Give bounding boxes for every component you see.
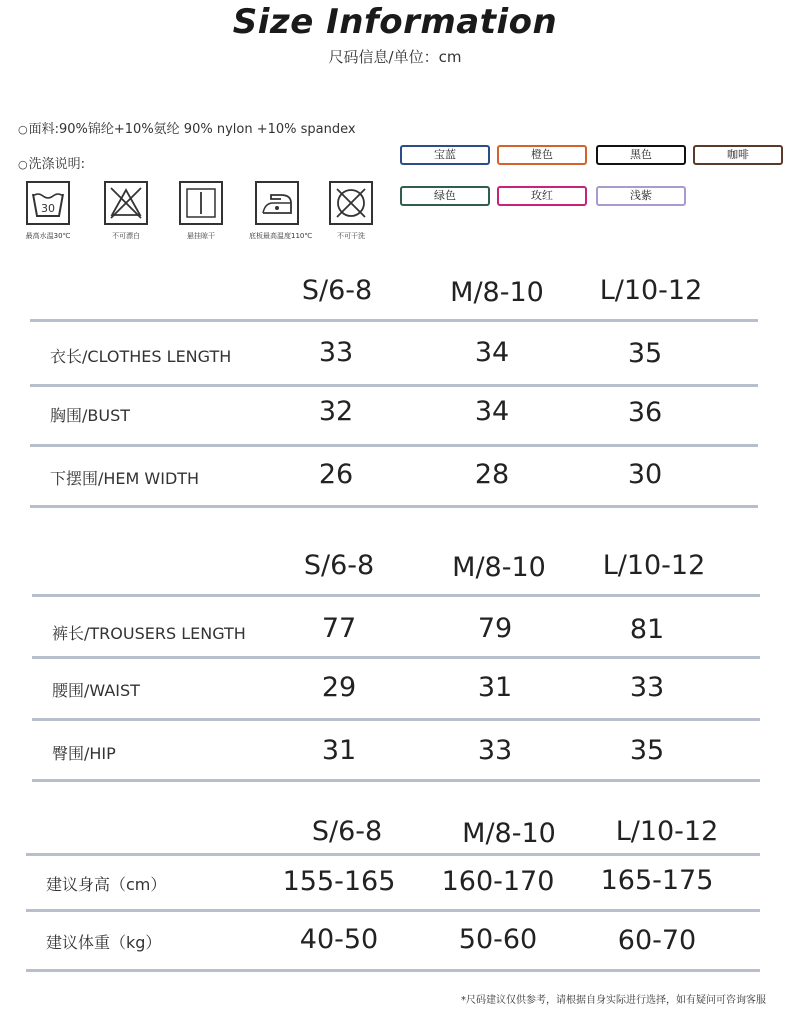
row-value: 165-175 bbox=[600, 865, 714, 896]
row-value: 30 bbox=[627, 459, 663, 490]
row-value: 33 bbox=[629, 672, 665, 703]
size-header: S/6-8 bbox=[303, 550, 375, 581]
row-value: 29 bbox=[321, 672, 357, 703]
wash-symbol bbox=[20, 181, 76, 241]
row-value: 77 bbox=[321, 613, 357, 644]
wash-symbol bbox=[249, 181, 313, 241]
page-title: Size Information bbox=[232, 2, 558, 42]
no-dry-clean-icon bbox=[329, 181, 373, 225]
size-header: L/10-12 bbox=[599, 275, 703, 306]
color-swatch[interactable]: 浅紫 bbox=[596, 186, 686, 206]
size-header: M/8-10 bbox=[452, 552, 546, 583]
divider bbox=[26, 853, 760, 856]
wash-30-icon bbox=[26, 181, 70, 225]
divider bbox=[32, 779, 760, 782]
row-value: 160-170 bbox=[441, 866, 555, 897]
row-label: 下摆围/HEM WIDTH bbox=[50, 469, 200, 488]
row-label: 腰围/WAIST bbox=[52, 681, 140, 700]
iron-caption: 底板最高温度110℃ bbox=[249, 232, 313, 240]
row-value: 79 bbox=[477, 613, 513, 644]
iron-110-icon bbox=[255, 181, 299, 225]
row-value: 35 bbox=[627, 338, 663, 369]
row-value: 33 bbox=[477, 735, 513, 766]
divider bbox=[32, 656, 760, 659]
row-value: 34 bbox=[474, 396, 510, 427]
row-value: 50-60 bbox=[458, 924, 538, 955]
no-dry-clean-caption: 不可干洗 bbox=[337, 232, 365, 240]
row-value: 28 bbox=[474, 459, 510, 490]
wash-symbol bbox=[323, 181, 379, 241]
row-value: 36 bbox=[627, 397, 663, 428]
hang-dry-icon bbox=[179, 181, 223, 225]
fabric-info bbox=[18, 118, 356, 137]
divider bbox=[30, 444, 758, 447]
size-header: M/8-10 bbox=[462, 818, 556, 849]
bullet-icon: ○ bbox=[18, 123, 28, 136]
no-bleach-caption: 不可漂白 bbox=[112, 232, 140, 240]
divider bbox=[32, 594, 760, 597]
color-swatch[interactable]: 玫红 bbox=[497, 186, 587, 206]
row-value: 31 bbox=[477, 672, 513, 703]
fabric-text: 面料:90%锦纶+10%氨纶 90% nylon +10% spandex bbox=[28, 122, 356, 137]
bullet-icon: ○ bbox=[18, 158, 28, 171]
wash-symbol bbox=[98, 181, 154, 241]
wash-caption: 最高水温30℃ bbox=[25, 232, 71, 240]
divider bbox=[26, 969, 760, 972]
row-label: 胸围/BUST bbox=[50, 406, 131, 425]
divider bbox=[32, 718, 760, 721]
washing-label: 洗涤说明: bbox=[28, 157, 85, 172]
divider bbox=[30, 319, 758, 322]
size-header: S/6-8 bbox=[311, 816, 383, 847]
row-label: 建议体重（kg） bbox=[46, 933, 162, 952]
row-label: 衣长/CLOTHES LENGTH bbox=[50, 347, 232, 366]
no-bleach-icon bbox=[104, 181, 148, 225]
size-header: L/10-12 bbox=[615, 816, 719, 847]
row-value: 155-165 bbox=[282, 866, 396, 897]
row-label: 建议身高（cm） bbox=[46, 875, 167, 894]
row-value: 31 bbox=[321, 735, 357, 766]
wash-symbol bbox=[173, 181, 229, 241]
row-value: 26 bbox=[318, 459, 354, 490]
row-value: 32 bbox=[318, 396, 354, 427]
color-swatch[interactable]: 黑色 bbox=[596, 145, 686, 165]
size-header: L/10-12 bbox=[602, 550, 706, 581]
row-value: 34 bbox=[474, 337, 510, 368]
color-swatch[interactable]: 绿色 bbox=[400, 186, 490, 206]
divider bbox=[30, 384, 758, 387]
row-value: 60-70 bbox=[617, 925, 697, 956]
hang-dry-caption: 悬挂晾干 bbox=[187, 232, 215, 240]
wash-temp-number: 30 bbox=[41, 202, 55, 215]
footer-note: *尺码建议仅供参考，请根据自身实际进行选择，如有疑问可咨询客服 bbox=[461, 995, 766, 1006]
color-swatch[interactable]: 咖啡 bbox=[693, 145, 783, 165]
size-header: M/8-10 bbox=[450, 277, 544, 308]
divider bbox=[26, 909, 760, 912]
row-label: 臀围/HIP bbox=[52, 744, 116, 763]
row-value: 35 bbox=[629, 735, 665, 766]
row-label: 裤长/TROUSERS LENGTH bbox=[52, 624, 246, 643]
divider bbox=[30, 505, 758, 508]
washing-info bbox=[18, 153, 85, 172]
page-subtitle: 尺码信息/单位：cm bbox=[328, 48, 462, 66]
color-swatch[interactable]: 宝蓝 bbox=[400, 145, 490, 165]
row-value: 33 bbox=[318, 337, 354, 368]
size-header: S/6-8 bbox=[301, 275, 373, 306]
row-value: 81 bbox=[629, 614, 665, 645]
row-value: 40-50 bbox=[299, 924, 379, 955]
color-swatch[interactable]: 橙色 bbox=[497, 145, 587, 165]
